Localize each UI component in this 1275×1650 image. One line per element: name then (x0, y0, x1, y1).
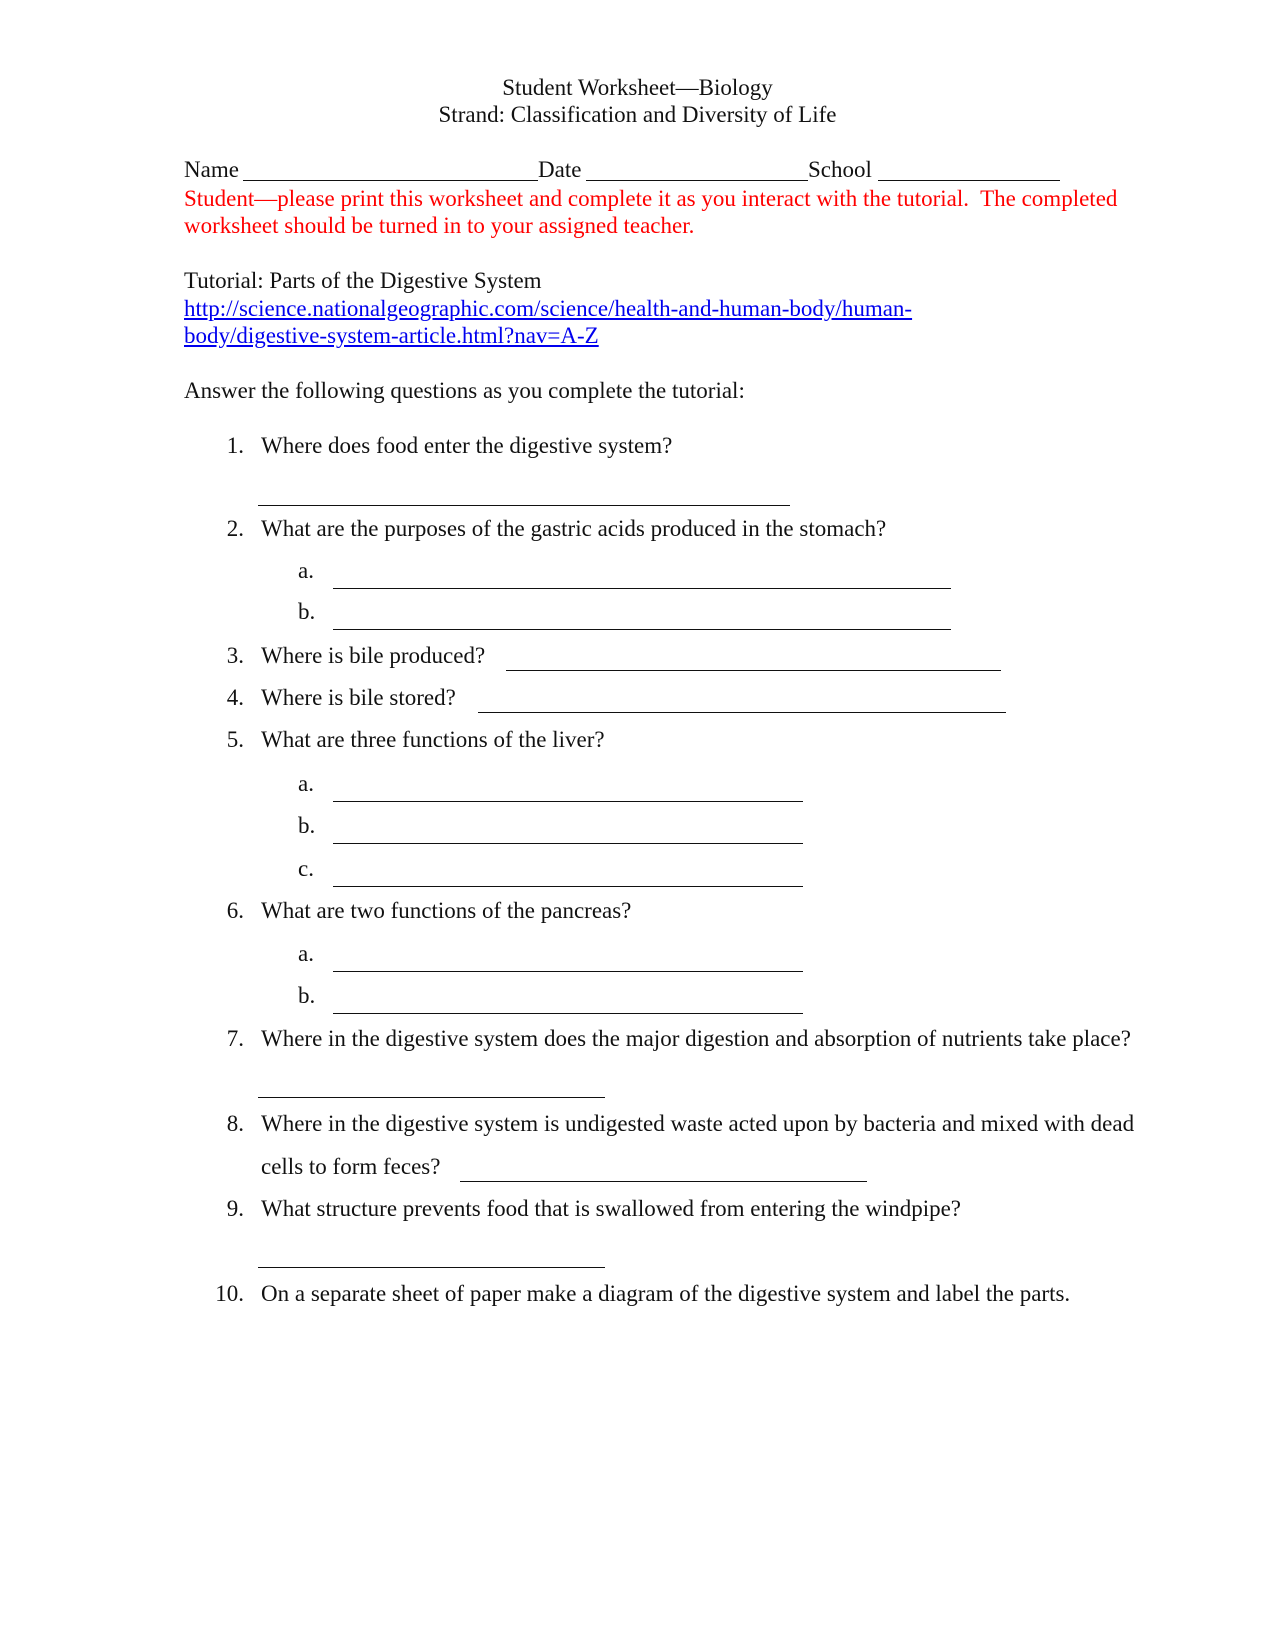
tutorial-link-line-2[interactable]: body/digestive-system-article.html?nav=A-Z (184, 323, 599, 348)
question-6-sub-b-answer[interactable] (333, 1013, 803, 1014)
date-field[interactable] (586, 180, 808, 181)
question-7-number: 7. (226, 1026, 244, 1051)
question-2-sub-a-label: a. (298, 558, 314, 583)
question-5-sub-b-label: b. (298, 813, 316, 838)
question-3-answer[interactable] (506, 670, 1001, 671)
name-field[interactable] (243, 180, 538, 181)
question-3-text: Where is bile produced? (261, 643, 486, 668)
tutorial-link-line-1[interactable]: http://science.nationalgeographic.com/science/health-and-human-body/human- (184, 296, 913, 321)
question-5-sub-c-answer[interactable] (333, 886, 803, 887)
tutorial-title: Tutorial: Parts of the Digestive System (184, 268, 542, 293)
worksheet-strand: Strand: Classification and Diversity of Life (438, 102, 837, 127)
question-7-text: Where in the digestive system does the major digestion and absorption of nutrients take place? (261, 1026, 1131, 1051)
instructions-line-1: Student—please print this worksheet and complete it as you interact with the tutorial. The completed (184, 186, 1118, 211)
question-10-text: On a separate sheet of paper make a diagram of the digestive system and label the parts. (261, 1281, 1071, 1306)
school-label: School (808, 157, 872, 182)
question-5-sub-c-label: c. (298, 856, 314, 881)
question-5-number: 5. (226, 727, 244, 752)
question-8-text-continued: cells to form feces? (261, 1154, 441, 1179)
question-2-sub-b-label: b. (298, 599, 316, 624)
question-4-answer[interactable] (478, 712, 1006, 713)
question-5-text: What are three functions of the liver? (261, 727, 605, 752)
question-10-number: 10. (215, 1281, 244, 1306)
question-5-sub-a-answer[interactable] (333, 801, 803, 802)
question-2-sub-a-answer[interactable] (333, 588, 951, 589)
instructions-line-2: worksheet should be turned in to your assigned teacher. (184, 213, 695, 238)
question-1-text: Where does food enter the digestive system? (261, 433, 673, 458)
question-1-answer[interactable] (258, 505, 790, 506)
question-6-text: What are two functions of the pancreas? (261, 898, 632, 923)
date-label: Date (538, 157, 582, 182)
question-4-number: 4. (226, 685, 244, 710)
worksheet-title: Student Worksheet—Biology (502, 75, 773, 100)
question-6-number: 6. (226, 898, 244, 923)
question-4-text: Where is bile stored? (261, 685, 456, 710)
question-3-number: 3. (226, 643, 244, 668)
question-2-text: What are the purposes of the gastric acids produced in the stomach? (261, 516, 887, 541)
name-label: Name (184, 157, 239, 182)
school-field[interactable] (878, 180, 1060, 181)
question-9-number: 9. (226, 1196, 244, 1221)
question-8-text: Where in the digestive system is undigested waste acted upon by bacteria and mixed with dead (261, 1111, 1135, 1136)
question-2-number: 2. (226, 516, 244, 541)
question-6-sub-a-answer[interactable] (333, 971, 803, 972)
questions-intro: Answer the following questions as you complete the tutorial: (184, 378, 745, 403)
question-5-sub-a-label: a. (298, 771, 314, 796)
question-6-sub-b-label: b. (298, 983, 316, 1008)
question-9-answer[interactable] (258, 1267, 605, 1268)
question-1-number: 1. (226, 433, 244, 458)
question-7-answer[interactable] (258, 1097, 605, 1098)
question-2-sub-b-answer[interactable] (333, 629, 951, 630)
question-8-number: 8. (226, 1111, 244, 1136)
question-9-text: What structure prevents food that is swallowed from entering the windpipe? (261, 1196, 962, 1221)
question-5-sub-b-answer[interactable] (333, 843, 803, 844)
question-8-answer[interactable] (460, 1181, 867, 1182)
question-6-sub-a-label: a. (298, 941, 314, 966)
